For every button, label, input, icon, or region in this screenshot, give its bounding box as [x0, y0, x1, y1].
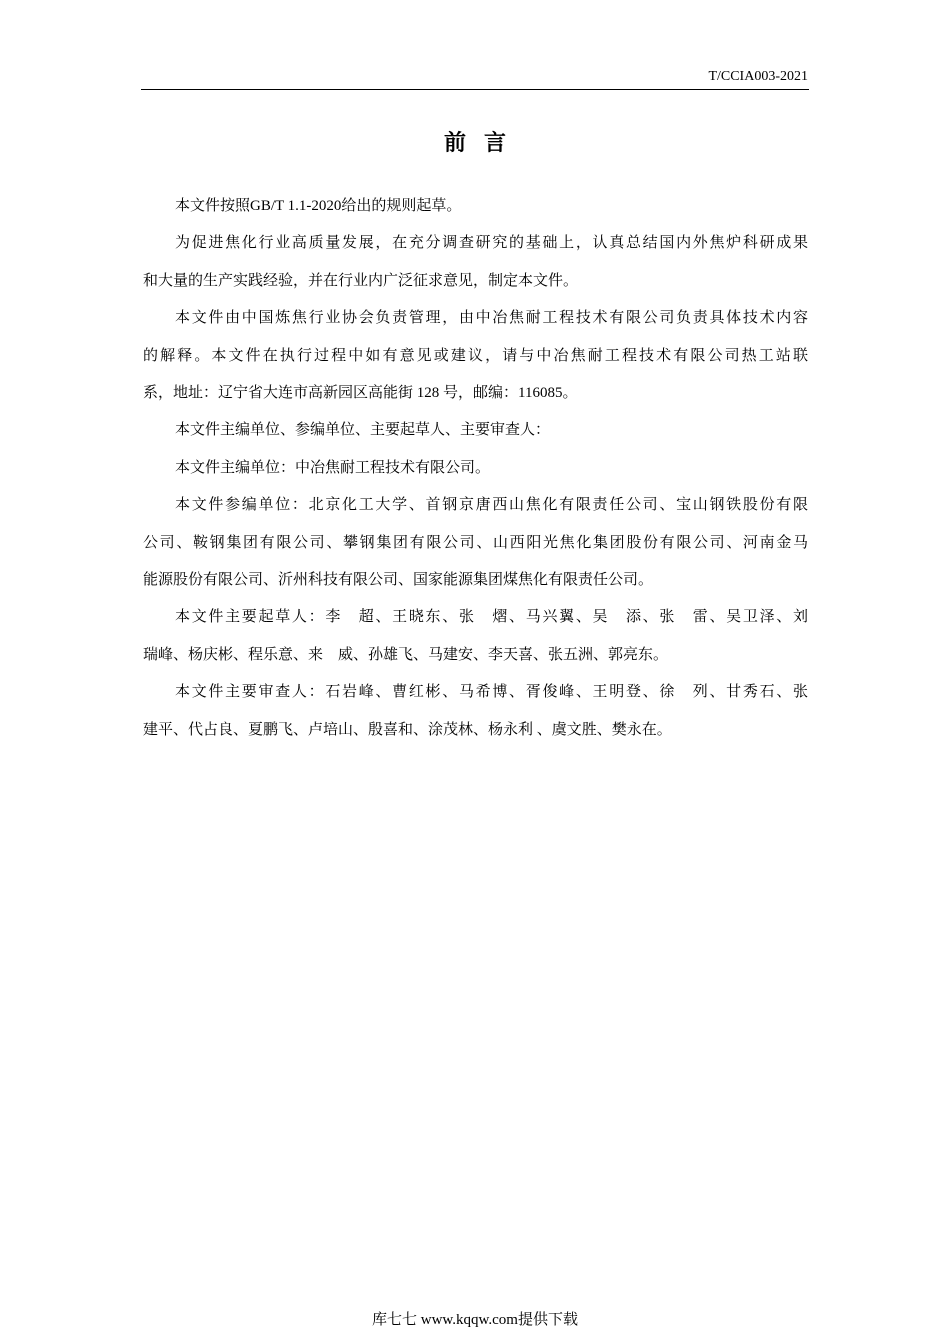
- paragraph-line: 为促进焦化行业高质量发展，在充分调查研究的基础上，认真总结国内外焦炉科研成果: [175, 235, 808, 251]
- paragraph-line: 本文件主编单位、参编单位、主要起草人、主要审查人：: [175, 422, 551, 438]
- paragraph-line: 本文件由中国炼焦行业协会负责管理，由中冶焦耐工程技术有限公司负责具体技术内容: [175, 310, 808, 326]
- paragraph-line: 本文件主编单位：中冶焦耐工程技术有限公司。: [175, 460, 491, 476]
- paragraph-line: 的解释。本文件在执行过程中如有意见或建议，请与中冶焦耐工程技术有限公司热工站联: [143, 348, 808, 364]
- paragraph-line: 和大量的生产实践经验，并在行业内广泛征求意见，制定本文件。: [143, 273, 579, 289]
- document-code: T/CCIA003-2021: [708, 69, 808, 84]
- paragraph-line: 系，地址：辽宁省大连市高新园区高能街 128 号，邮编：116085。: [143, 385, 578, 401]
- header-rule: [141, 89, 809, 90]
- paragraph-line: 公司、鞍钢集团有限公司、攀钢集团有限公司、山西阳光焦化集团股份有限公司、河南金马: [143, 535, 808, 551]
- paragraph-line: 本文件参编单位：北京化工大学、首钢京唐西山焦化有限责任公司、宝山钢铁股份有限: [175, 497, 808, 513]
- page-title: 前言: [443, 131, 524, 156]
- paragraph-line: 本文件主要审查人：石岩峰、曹红彬、马希博、胥俊峰、王明登、徐 列、甘秀石、张: [175, 684, 808, 700]
- paragraph-line: 本文件按照GB/T 1.1-2020给出的规则起草。: [175, 198, 462, 214]
- paragraph-line: 建平、代占良、夏鹏飞、卢培山、殷喜和、涂茂林、杨永利 、虞文胜、樊永在。: [143, 722, 672, 738]
- paragraph-line: 能源股份有限公司、沂州科技有限公司、国家能源集团煤焦化有限责任公司。: [143, 572, 654, 588]
- paragraph-line: 本文件主要起草人：李 超、王晓东、张 熠、马兴翼、吴 添、张 雷、吴卫泽、刘: [175, 609, 808, 625]
- footer-watermark: 库七七 www.kqqw.com提供下载: [372, 1312, 578, 1328]
- paragraph-line: 瑞峰、杨庆彬、程乐意、来 威、孙雄飞、马建安、李天喜、张五洲、郭亮东。: [143, 647, 669, 663]
